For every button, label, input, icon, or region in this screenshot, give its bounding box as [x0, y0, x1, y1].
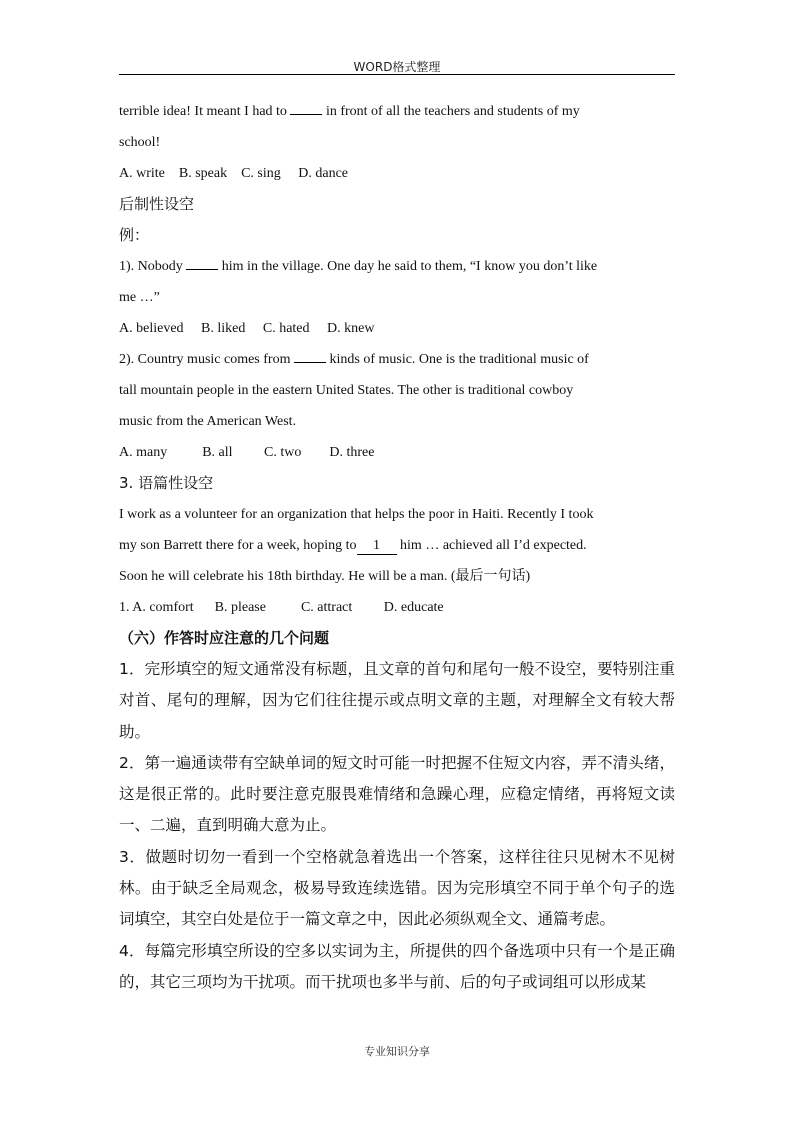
- discourse-text-a: my son Barrett there for a week, hoping to: [119, 538, 357, 553]
- example-label: 例：: [119, 226, 150, 244]
- question-2-options: A. many B. all C. two D. three: [119, 445, 375, 460]
- tip-item-1: 1．完形填空的短文通常没有标题，且文章的首句和尾句一般不设空，要特别注重对首、尾句的理解，因为它们往往提示或点明文章的主题，对理解全文有较大帮助。: [119, 660, 675, 741]
- header-divider: [119, 74, 675, 75]
- tip-item-4: 4．每篇完形填空所设的空多以实词为主，所提供的四个备选项中只有一个是正确的，其它三项均为干扰项。而干扰项也多半与前、后的句子或词组可以形成某: [119, 941, 675, 991]
- tip-item-2: 2．第一遍通读带有空缺单词的短文时可能一时把握不住短文内容，弄不清头绪，这是很正常的。此时要注意克服畏难情绪和急躁心理，应稳定情绪，再将短文读一、二遍，直到明确大意为止。: [119, 753, 675, 835]
- tip-item-3: 3．做题时切勿一看到一个空格就急着选出一个答案，这样往往只见树木不见树林。由于缺乏全局观念，极易导致连续选错。因为完形填空不同于单个句子的选词填空，其空白处是位于一篇文章之中，因此必须纵观全文、通篇考虑。: [119, 847, 675, 929]
- q2-text-a: 2). Country music comes from: [119, 352, 291, 367]
- section-discourse-heading: 3. 语篇性设空: [119, 474, 214, 492]
- answer-blank: [290, 113, 322, 115]
- answer-blank: [294, 361, 326, 363]
- q2-text-b: kinds of music. One is the traditional music of: [329, 352, 589, 367]
- discourse-text-b: him … achieved all I’d expected.: [400, 538, 587, 553]
- q1-text-a: 1). Nobody: [119, 259, 183, 274]
- question-1-line-2: me …”: [119, 290, 160, 305]
- discourse-line-2: [119, 530, 675, 561]
- intro-text-a: terrible idea! It meant I had to: [119, 104, 287, 119]
- answer-blank: [186, 268, 218, 270]
- page-footer-text: 专业知识分享: [364, 1045, 430, 1058]
- question-1-line-1: [119, 251, 675, 282]
- question-1-options: A. believed B. liked C. hated D. knew: [119, 321, 375, 336]
- discourse-options: 1. A. comfort B. please C. attract D. educate: [119, 600, 444, 615]
- intro-options: A. write B. speak C. sing D. dance: [119, 166, 349, 181]
- intro-text-b: in front of all the teachers and students of my: [325, 104, 580, 119]
- document-body: [119, 96, 675, 998]
- page-header-title: WORD格式整理: [353, 60, 441, 74]
- discourse-line-1: I work as a volunteer for an organization that helps the poor in Haiti. Recently I took: [119, 507, 594, 522]
- discourse-line-3: Soon he will celebrate his 18th birthday. He will be a man. (最后一句话): [119, 569, 531, 584]
- intro-line-1: [119, 96, 675, 127]
- numbered-blank: 1: [357, 538, 397, 555]
- question-2-line-3: music from the American West.: [119, 414, 297, 429]
- question-2-line-2: tall mountain people in the eastern United States. The other is traditional cowboy: [119, 383, 574, 398]
- section-six-heading: （六）作答时应注意的几个问题: [119, 629, 330, 647]
- q1-text-b: him in the village. One day he said to them, “I know you don’t like: [221, 259, 598, 274]
- question-2-line-1: [119, 344, 675, 375]
- section-post-heading: 后制性设空: [119, 195, 195, 213]
- intro-line-2: school!: [119, 135, 161, 150]
